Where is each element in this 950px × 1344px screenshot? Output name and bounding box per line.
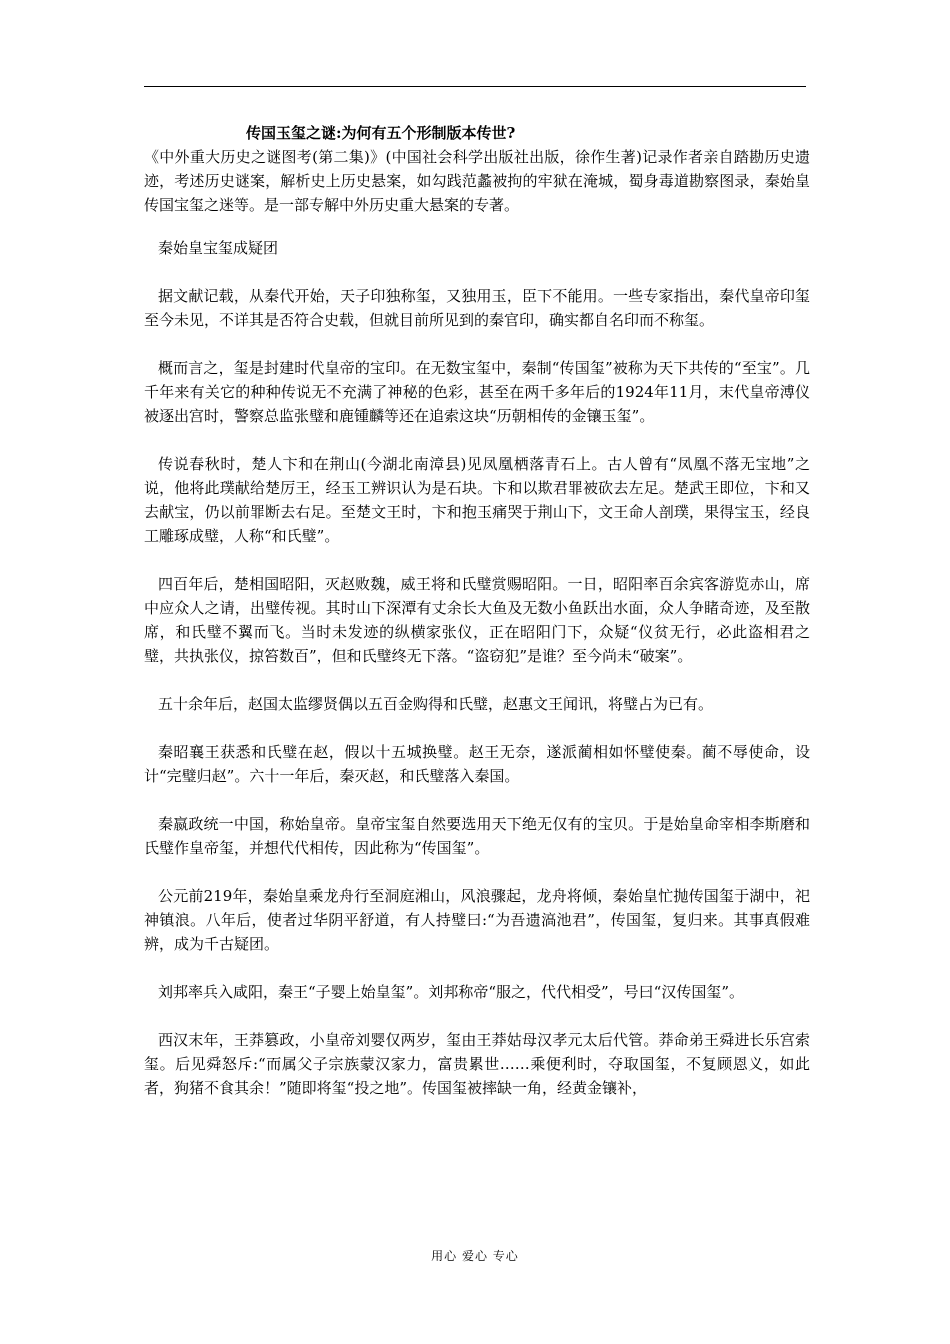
- paragraph: 刘邦率兵入咸阳，秦王“子婴上始皇玺”。刘邦称帝“服之，代代相受”，号曰“汉传国玺”。: [158, 983, 745, 1001]
- paragraph: 概而言之，玺是封建时代皇帝的宝印。在无数宝玺中，秦制“传国玺”被称为天下共传的“至宝”。几千年来有关它的种种传说无不充满了神秘的色彩，甚至在两千多年后的1924年11月，末代皇帝溥仪被逐出宫时，警察总监张璧和鹿锺麟等还在追索这块“历朝相传的金镶玉玺”。: [144, 359, 810, 425]
- paragraph: 秦嬴政统一中国，称始皇帝。皇帝宝玺自然要选用天下绝无仅有的宝贝。于是始皇命宰相李斯磨和氏璧作皇帝玺，并想代代相传，因此称为“传国玺”。: [144, 815, 810, 857]
- paragraph: 五十余年后，赵国太监缪贤偶以五百金购得和氏璧，赵惠文王闻讯，将璧占为已有。: [158, 695, 714, 713]
- paragraph: 公元前219年，秦始皇乘龙舟行至洞庭湘山，风浪骤起，龙舟将倾，秦始皇忙抛传国玺于湖中，祀神镇浪。八年后，使者过华阴平舒道，有人持璧曰:“为吾遗滈池君”，传国玺，复归来。其事真假难辨，成为千古疑团。: [144, 887, 810, 953]
- section-heading: 秦始皇宝玺成疑团: [158, 239, 279, 257]
- page-title: 传国玉玺之谜:为何有五个形制版本传世?: [246, 124, 516, 142]
- paragraph: 传说春秋时，楚人卞和在荆山(今湖北南漳县)见凤凰栖落青石上。古人曾有“凤凰不落无宝地”之说，他将此璞献给楚厉王，经玉工辨识认为是石块。卞和以欺君罪被砍去左足。楚武王即位，卞和又去献宝，仍以前罪断去右足。至楚文王时，卞和抱玉痛哭于荆山下，文王命人剖璞，果得宝玉，经良工雕琢成璧，人称“和氏璧”。: [144, 455, 810, 545]
- document-body: [144, 121, 810, 1100]
- paragraph: 西汉末年，王莽篡政，小皇帝刘婴仅两岁，玺由王莽姑母汉孝元太后代管。莽命弟王舜进长乐宫索玺。后见舜怒斥:“而属父子宗族蒙汉家力，富贵累世……乘便利时，夺取国玺，不复顾恩义，如此者，狗猪不食其余！”随即将玺“投之地”。传国玺被摔缺一角，经黄金镶补，: [144, 1031, 810, 1097]
- intro-paragraph: 《中外重大历史之谜图考(第二集)》(中国社会科学出版社出版，徐作生著)记录作者亲自踏勘历史遗迹，考述历史谜案，解析史上历史悬案，如勾践范蠡被拘的牢狱在淹城，蜀身毒道勘察图录，秦始皇传国宝玺之迷等。是一部专解中外历史重大悬案的专著。: [144, 148, 810, 214]
- page-footer: 用心 爱心 专心: [431, 1249, 519, 1263]
- paragraph: 据文献记载，从秦代开始，天子印独称玺，又独用玉，臣下不能用。一些专家指出，秦代皇帝印玺至今未见，不详其是否符合史载，但就目前所见到的秦官印，确实都自名印而不称玺。: [144, 287, 810, 329]
- paragraph: 四百年后，楚相国昭阳，灭赵败魏，威王将和氏璧赏赐昭阳。一日，昭阳率百余宾客游览赤山，席中应众人之请，出璧传视。其时山下深潭有丈余长大鱼及无数小鱼跃出水面，众人争睹奇迹，及至散席，和氏璧不翼而飞。当时未发迹的纵横家张仪，正在昭阳门下，众疑“仪贫无行，必此盗相君之璧，共执张仪，掠笞数百”，但和氏璧终无下落。“盗窃犯”是谁？至今尚未“破案”。: [144, 575, 810, 665]
- paragraph: 秦昭襄王获悉和氏璧在赵，假以十五城换璧。赵王无奈，遂派蔺相如怀璧使秦。蔺不辱使命，设计“完璧归赵”。六十一年后，秦灭赵，和氏璧落入秦国。: [144, 743, 810, 785]
- header-rule: [144, 86, 806, 87]
